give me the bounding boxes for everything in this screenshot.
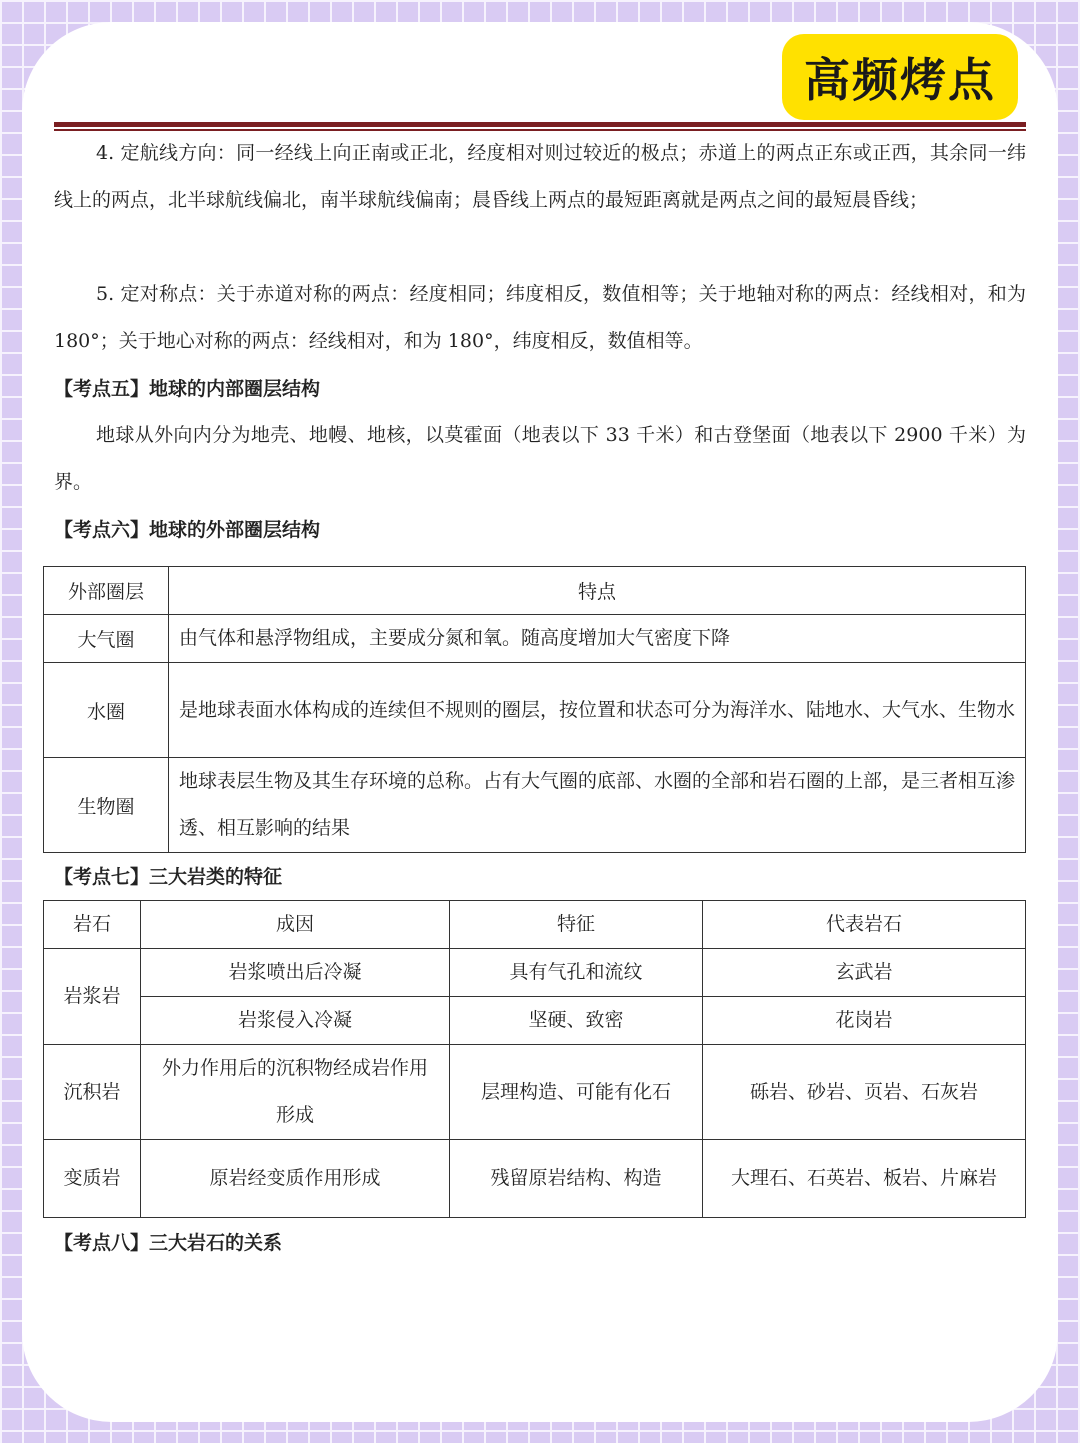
heading-rock-types: 【考点七】三大岩类的特征 xyxy=(54,866,283,888)
table-row xyxy=(44,758,1026,853)
table-row xyxy=(44,615,1026,663)
table-row xyxy=(44,997,1026,1045)
table-header-row xyxy=(44,901,1026,949)
header-cell: 岩石 xyxy=(44,901,141,949)
rock-feature: 残留原岩结构、构造 xyxy=(450,1140,703,1218)
rock-cause: 岩浆侵入冷凝 xyxy=(141,997,450,1045)
rock-feature: 具有气孔和流纹 xyxy=(450,949,703,997)
heading-outer-structure: 【考点六】地球的外部圈层结构 xyxy=(54,519,321,541)
sphere-name: 生物圈 xyxy=(44,758,169,853)
rock-name: 沉积岩 xyxy=(44,1045,141,1140)
header-rule xyxy=(54,122,1026,127)
sphere-name: 水圈 xyxy=(44,663,169,758)
header-cell: 特点 xyxy=(169,567,1026,615)
table-row xyxy=(44,663,1026,758)
sphere-desc: 由气体和悬浮物组成，主要成分氮和氧。随高度增加大气密度下降 xyxy=(169,615,1026,663)
rock-cause: 原岩经变质作用形成 xyxy=(141,1140,450,1218)
rock-example: 玄武岩 xyxy=(703,949,1026,997)
rock-cause: 外力作用后的沉积物经成岩作用形成 xyxy=(141,1045,450,1140)
rock-cause: 岩浆喷出后冷凝 xyxy=(141,949,450,997)
paragraph-inner-structure: 地球从外向内分为地壳、地幔、地核，以莫霍面（地表以下 33 千米）和古登堡面（地表以下 2900 千米）为界。 xyxy=(54,424,1026,493)
rock-feature: 层理构造、可能有化石 xyxy=(450,1045,703,1140)
sphere-name: 大气圈 xyxy=(44,615,169,663)
heading-rock-relations: 【考点八】三大岩石的关系 xyxy=(54,1232,283,1254)
header-cell: 代表岩石 xyxy=(703,901,1026,949)
rock-name: 岩浆岩 xyxy=(44,949,141,1045)
header-cell: 特征 xyxy=(450,901,703,949)
rock-feature: 坚硬、致密 xyxy=(450,997,703,1045)
rock-example: 花岗岩 xyxy=(703,997,1026,1045)
table-header-row xyxy=(44,567,1026,615)
rock-types-table xyxy=(43,900,1026,1218)
title-badge: 高频烤点 xyxy=(782,34,1018,120)
header-cell: 成因 xyxy=(141,901,450,949)
header-cell: 外部圈层 xyxy=(44,567,169,615)
heading-inner-structure: 【考点五】地球的内部圈层结构 xyxy=(54,378,321,400)
sphere-desc: 地球表层生物及其生存环境的总称。占有大气圈的底部、水圈的全部和岩石圈的上部，是三者相互渗透、相互影响的结果 xyxy=(169,758,1026,853)
table-row xyxy=(44,949,1026,997)
rock-example: 大理石、石英岩、板岩、片麻岩 xyxy=(703,1140,1026,1218)
table-row xyxy=(44,1140,1026,1218)
table-row xyxy=(44,1045,1026,1140)
outer-spheres-table xyxy=(43,566,1026,853)
rock-name: 变质岩 xyxy=(44,1140,141,1218)
sphere-desc: 是地球表面水体构成的连续但不规则的圈层，按位置和状态可分为海洋水、陆地水、大气水、生物水 xyxy=(169,663,1026,758)
paragraph-symmetric-points: 5. 定对称点：关于赤道对称的两点：经度相同；纬度相反，数值相等；关于地轴对称的两点：经线相对，和为 180°；关于地心对称的两点：经线相对，和为 180°，纬度相反，数值相等。 xyxy=(54,283,1026,352)
paragraph-route-direction: 4. 定航线方向：同一经线上向正南或正北，经度相对则过较近的极点；赤道上的两点正东或正西，其余同一纬线上的两点，北半球航线偏北，南半球航线偏南；晨昏线上两点的最短距离就是两点之间的最短晨昏线； xyxy=(54,142,1026,211)
rock-example: 砾岩、砂岩、页岩、石灰岩 xyxy=(703,1045,1026,1140)
